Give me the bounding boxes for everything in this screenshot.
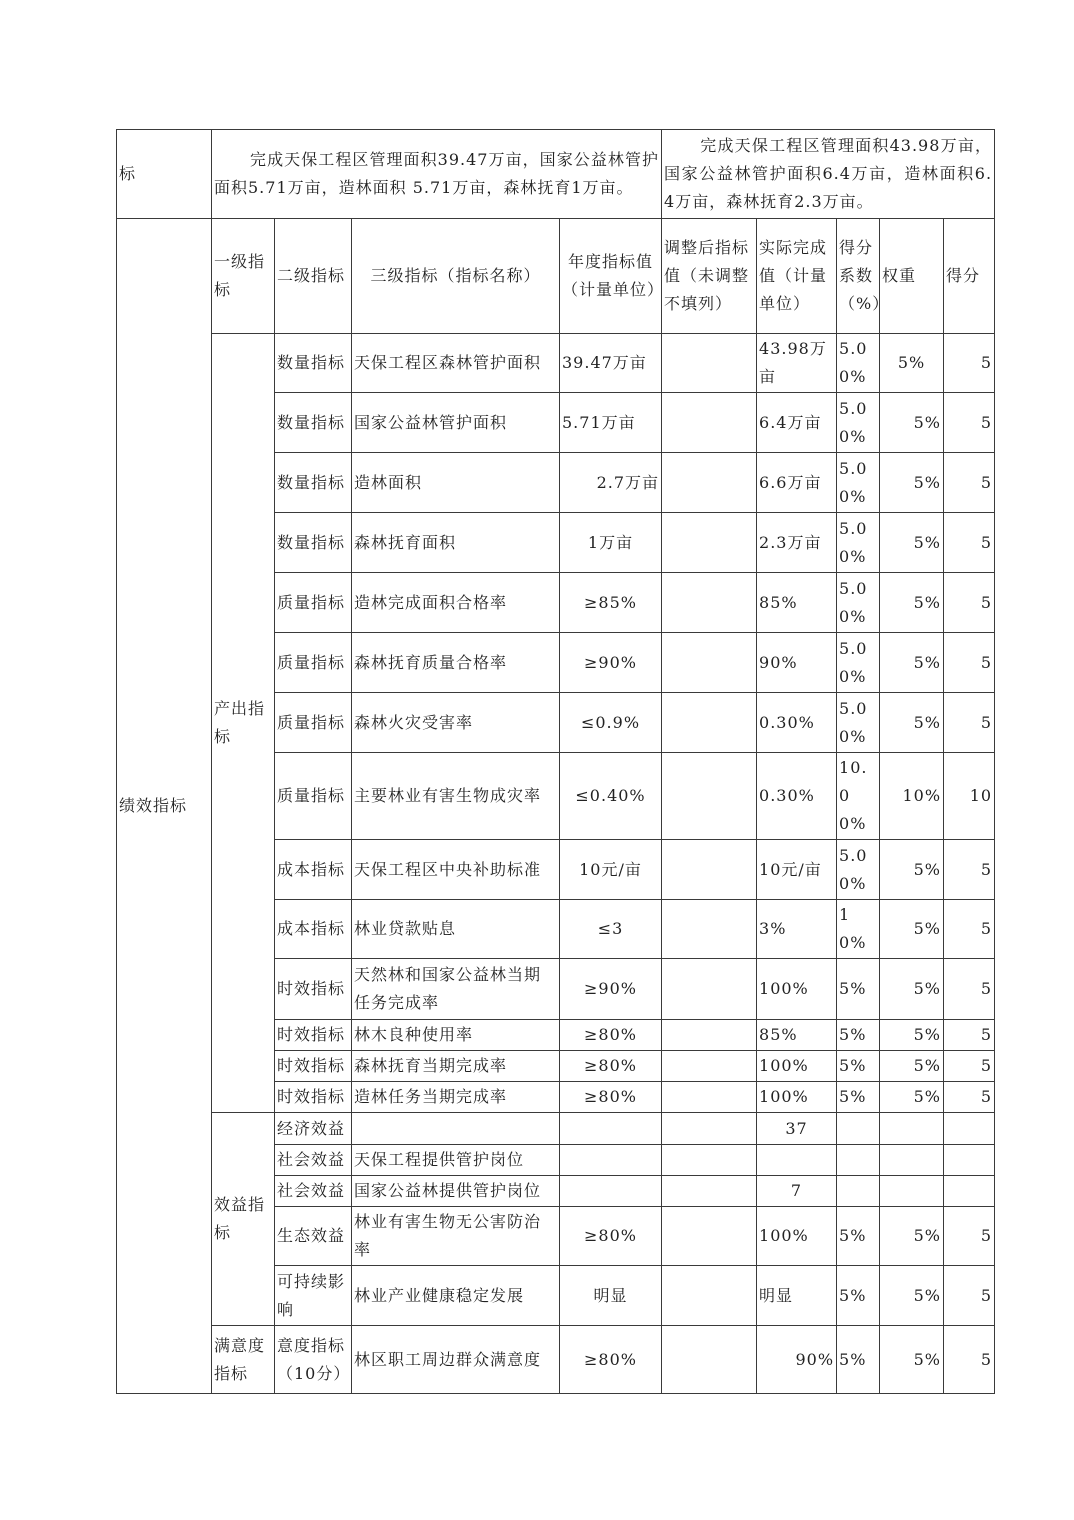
cell-score: 5	[944, 1082, 995, 1113]
cell-coef: 5.00%	[837, 840, 880, 900]
cell-adjusted	[662, 1082, 757, 1113]
cell-annual: ≥80%	[560, 1082, 662, 1113]
cell-score: 5	[944, 1207, 995, 1266]
cell-level3: 天保工程区森林管护面积	[352, 334, 560, 393]
cell-annual: ≥80%	[560, 1326, 662, 1394]
cell-weight: 5%	[880, 693, 944, 753]
cell-adjusted	[662, 1145, 757, 1176]
goal-actual: 完成天保工程区管理面积43.98万亩，国家公益林管护面积6.4万亩，造林面积6.4万亩，森林抚育2.3万亩。	[662, 130, 995, 219]
cell-score	[944, 1113, 995, 1145]
cell-weight: 5%	[880, 633, 944, 693]
cell-actual	[757, 1145, 837, 1176]
cell-weight: 5%	[880, 1266, 944, 1326]
cell-score: 5	[944, 453, 995, 513]
cell-adjusted	[662, 513, 757, 573]
cell-coef: 5%	[837, 1082, 880, 1113]
cell-weight: 10%	[880, 753, 944, 840]
cell-coef: 5%	[837, 1020, 880, 1051]
cell-score: 5	[944, 1266, 995, 1326]
cell-level2: 数量指标	[275, 513, 352, 573]
cell-annual: 明显	[560, 1266, 662, 1326]
cell-actual: 90%	[757, 1326, 837, 1394]
cell-level3: 造林面积	[352, 453, 560, 513]
cell-score: 5	[944, 693, 995, 753]
cell-annual: 39.47万亩	[560, 334, 662, 393]
cell-weight: 5%	[880, 393, 944, 453]
cell-actual: 6.4万亩	[757, 393, 837, 453]
cell-level2: 社会效益	[275, 1145, 352, 1176]
cell-annual: ≥90%	[560, 959, 662, 1020]
cell-adjusted	[662, 1020, 757, 1051]
cell-coef: 5%	[837, 959, 880, 1020]
cell-actual: 100%	[757, 1082, 837, 1113]
cell-coef	[837, 1176, 880, 1207]
cell-actual: 7	[757, 1176, 837, 1207]
cell-annual: ≥80%	[560, 1051, 662, 1082]
cell-weight: 5%	[880, 1082, 944, 1113]
cell-weight: 5%	[880, 1020, 944, 1051]
header-row	[117, 219, 995, 334]
cell-coef: 10.00%	[837, 753, 880, 840]
cell-level2: 时效指标	[275, 1051, 352, 1082]
cell-coef: 5%	[837, 1051, 880, 1082]
cell-adjusted	[662, 453, 757, 513]
cell-annual: ≤0.9%	[560, 693, 662, 753]
cell-actual: 100%	[757, 1207, 837, 1266]
cell-annual: ≥80%	[560, 1207, 662, 1266]
header-score: 得分	[944, 219, 995, 334]
cell-weight: 5%	[880, 1326, 944, 1394]
cell-weight	[880, 1145, 944, 1176]
cell-annual	[560, 1113, 662, 1145]
cell-level3: 林区职工周边群众满意度	[352, 1326, 560, 1394]
cell-annual: ≥85%	[560, 573, 662, 633]
cell-actual: 0.30%	[757, 753, 837, 840]
cell-level2: 可持续影响	[275, 1266, 352, 1326]
cell-coef: 5.00%	[837, 693, 880, 753]
header-weight: 权重	[880, 219, 944, 334]
cell-coef: 5.00%	[837, 573, 880, 633]
table-row	[117, 1326, 995, 1394]
cell-weight	[880, 1113, 944, 1145]
cell-coef: 5%	[837, 1266, 880, 1326]
cell-level3: 森林抚育面积	[352, 513, 560, 573]
cell-level3: 国家公益林提供管护岗位	[352, 1176, 560, 1207]
cell-weight: 5%	[880, 840, 944, 900]
cell-annual: ≤0.40%	[560, 753, 662, 840]
goal-planned: 完成天保工程区管理面积39.47万亩，国家公益林管护面积5.71万亩，造林面积 5.71万亩，森林抚育1万亩。	[212, 130, 662, 219]
cell-annual	[560, 1176, 662, 1207]
group-benefit: 效益指标	[212, 1113, 275, 1326]
cell-actual: 6.6万亩	[757, 453, 837, 513]
cell-adjusted	[662, 840, 757, 900]
cell-adjusted	[662, 900, 757, 959]
cell-level3: 林木良种使用率	[352, 1020, 560, 1051]
cell-annual: 1万亩	[560, 513, 662, 573]
group-satisfaction: 满意度指标	[212, 1326, 275, 1394]
cell-annual: 2.7万亩	[560, 453, 662, 513]
cell-level2: 质量指标	[275, 573, 352, 633]
cell-level2: 社会效益	[275, 1176, 352, 1207]
cell-level2: 生态效益	[275, 1207, 352, 1266]
cell-score: 5	[944, 633, 995, 693]
cell-annual	[560, 1145, 662, 1176]
cell-actual: 85%	[757, 1020, 837, 1051]
header-annual: 年度指标值（计量单位）	[560, 219, 662, 334]
cell-level3: 天保工程提供管护岗位	[352, 1145, 560, 1176]
cell-level3: 森林火灾受害率	[352, 693, 560, 753]
header-level1: 一级指标	[212, 219, 275, 334]
cell-adjusted	[662, 334, 757, 393]
cell-level2: 成本指标	[275, 900, 352, 959]
table-row	[117, 1113, 995, 1145]
cell-weight: 5%	[880, 1207, 944, 1266]
cell-annual: ≥90%	[560, 633, 662, 693]
cell-adjusted	[662, 633, 757, 693]
cell-level3	[352, 1113, 560, 1145]
cell-coef: 5.00%	[837, 393, 880, 453]
cell-score: 5	[944, 393, 995, 453]
cell-level2: 时效指标	[275, 1020, 352, 1051]
cell-level3: 天然林和国家公益林当期任务完成率	[352, 959, 560, 1020]
cell-coef: 5.00%	[837, 633, 880, 693]
cell-level2: 时效指标	[275, 1082, 352, 1113]
cell-weight: 5%	[880, 959, 944, 1020]
cell-weight: 5%	[880, 573, 944, 633]
cell-level2: 时效指标	[275, 959, 352, 1020]
cell-annual: 10元/亩	[560, 840, 662, 900]
cell-score: 5	[944, 1051, 995, 1082]
cell-level3: 国家公益林管护面积	[352, 393, 560, 453]
cell-coef: 5%	[837, 1326, 880, 1394]
cell-adjusted	[662, 1207, 757, 1266]
cell-level2: 意度指标（10分）	[275, 1326, 352, 1394]
cell-level3: 林业贷款贴息	[352, 900, 560, 959]
cell-weight: 5%	[880, 900, 944, 959]
cell-score: 10	[944, 753, 995, 840]
cell-level2: 质量指标	[275, 753, 352, 840]
cell-level3: 天保工程区中央补助标准	[352, 840, 560, 900]
cell-actual: 85%	[757, 573, 837, 633]
cell-actual: 3%	[757, 900, 837, 959]
cell-score: 5	[944, 840, 995, 900]
cell-adjusted	[662, 1113, 757, 1145]
group-output: 产出指标	[212, 334, 275, 1113]
cell-adjusted	[662, 1051, 757, 1082]
cell-actual: 43.98万亩	[757, 334, 837, 393]
cell-coef: 5%	[837, 1207, 880, 1266]
cell-coef: 5.00%	[837, 453, 880, 513]
cell-level2: 经济效益	[275, 1113, 352, 1145]
cell-score: 5	[944, 1020, 995, 1051]
cell-actual: 100%	[757, 1051, 837, 1082]
header-level3: 三级指标（指标名称）	[352, 219, 560, 334]
cell-actual: 37	[757, 1113, 837, 1145]
cell-annual: ≤3	[560, 900, 662, 959]
cell-level2: 数量指标	[275, 393, 352, 453]
cell-level3: 造林任务当期完成率	[352, 1082, 560, 1113]
cell-adjusted	[662, 573, 757, 633]
cell-level3: 森林抚育质量合格率	[352, 633, 560, 693]
cell-adjusted	[662, 1266, 757, 1326]
header-level2: 二级指标	[275, 219, 352, 334]
cell-score: 5	[944, 959, 995, 1020]
cell-adjusted	[662, 393, 757, 453]
cell-level2: 数量指标	[275, 453, 352, 513]
cell-annual: 5.71万亩	[560, 393, 662, 453]
cell-level2: 数量指标	[275, 334, 352, 393]
cell-level3: 林业产业健康稳定发展	[352, 1266, 560, 1326]
table-row	[117, 334, 995, 393]
header-coef: 得分系数（%）	[837, 219, 880, 334]
cell-actual: 10元/亩	[757, 840, 837, 900]
header-actual: 实际完成值（计量单位）	[757, 219, 837, 334]
cell-level3: 森林抚育当期完成率	[352, 1051, 560, 1082]
cell-adjusted	[662, 1326, 757, 1394]
cell-actual: 90%	[757, 633, 837, 693]
cell-score: 5	[944, 573, 995, 633]
cell-coef	[837, 1145, 880, 1176]
cell-adjusted	[662, 1176, 757, 1207]
cell-annual: ≥80%	[560, 1020, 662, 1051]
cell-weight: 5%	[880, 1051, 944, 1082]
cell-coef	[837, 1113, 880, 1145]
cell-score: 5	[944, 900, 995, 959]
cell-level3: 主要林业有害生物成灾率	[352, 753, 560, 840]
header-adjusted: 调整后指标值（未调整不填列）	[662, 219, 757, 334]
cell-level2: 质量指标	[275, 693, 352, 753]
cell-score	[944, 1145, 995, 1176]
cell-weight: 5%	[880, 453, 944, 513]
cell-actual: 0.30%	[757, 693, 837, 753]
cell-score: 5	[944, 334, 995, 393]
cell-score: 5	[944, 1326, 995, 1394]
cell-coef: 10%	[837, 900, 880, 959]
cell-score	[944, 1176, 995, 1207]
cell-level3: 林业有害生物无公害防治率	[352, 1207, 560, 1266]
cell-adjusted	[662, 693, 757, 753]
cell-coef: 5.00%	[837, 513, 880, 573]
cell-adjusted	[662, 753, 757, 840]
cell-actual: 明显	[757, 1266, 837, 1326]
cell-score: 5	[944, 513, 995, 573]
cell-level2: 成本指标	[275, 840, 352, 900]
section-label: 绩效指标	[117, 219, 212, 1394]
cell-actual: 2.3万亩	[757, 513, 837, 573]
cell-coef: 5.00%	[837, 334, 880, 393]
performance-table	[116, 129, 995, 1394]
cell-weight	[880, 1176, 944, 1207]
goal-label: 标	[117, 130, 212, 219]
cell-weight: 5%	[880, 334, 944, 393]
cell-level3: 造林完成面积合格率	[352, 573, 560, 633]
cell-actual: 100%	[757, 959, 837, 1020]
cell-level2: 质量指标	[275, 633, 352, 693]
cell-weight: 5%	[880, 513, 944, 573]
goal-row	[117, 130, 995, 219]
cell-adjusted	[662, 959, 757, 1020]
